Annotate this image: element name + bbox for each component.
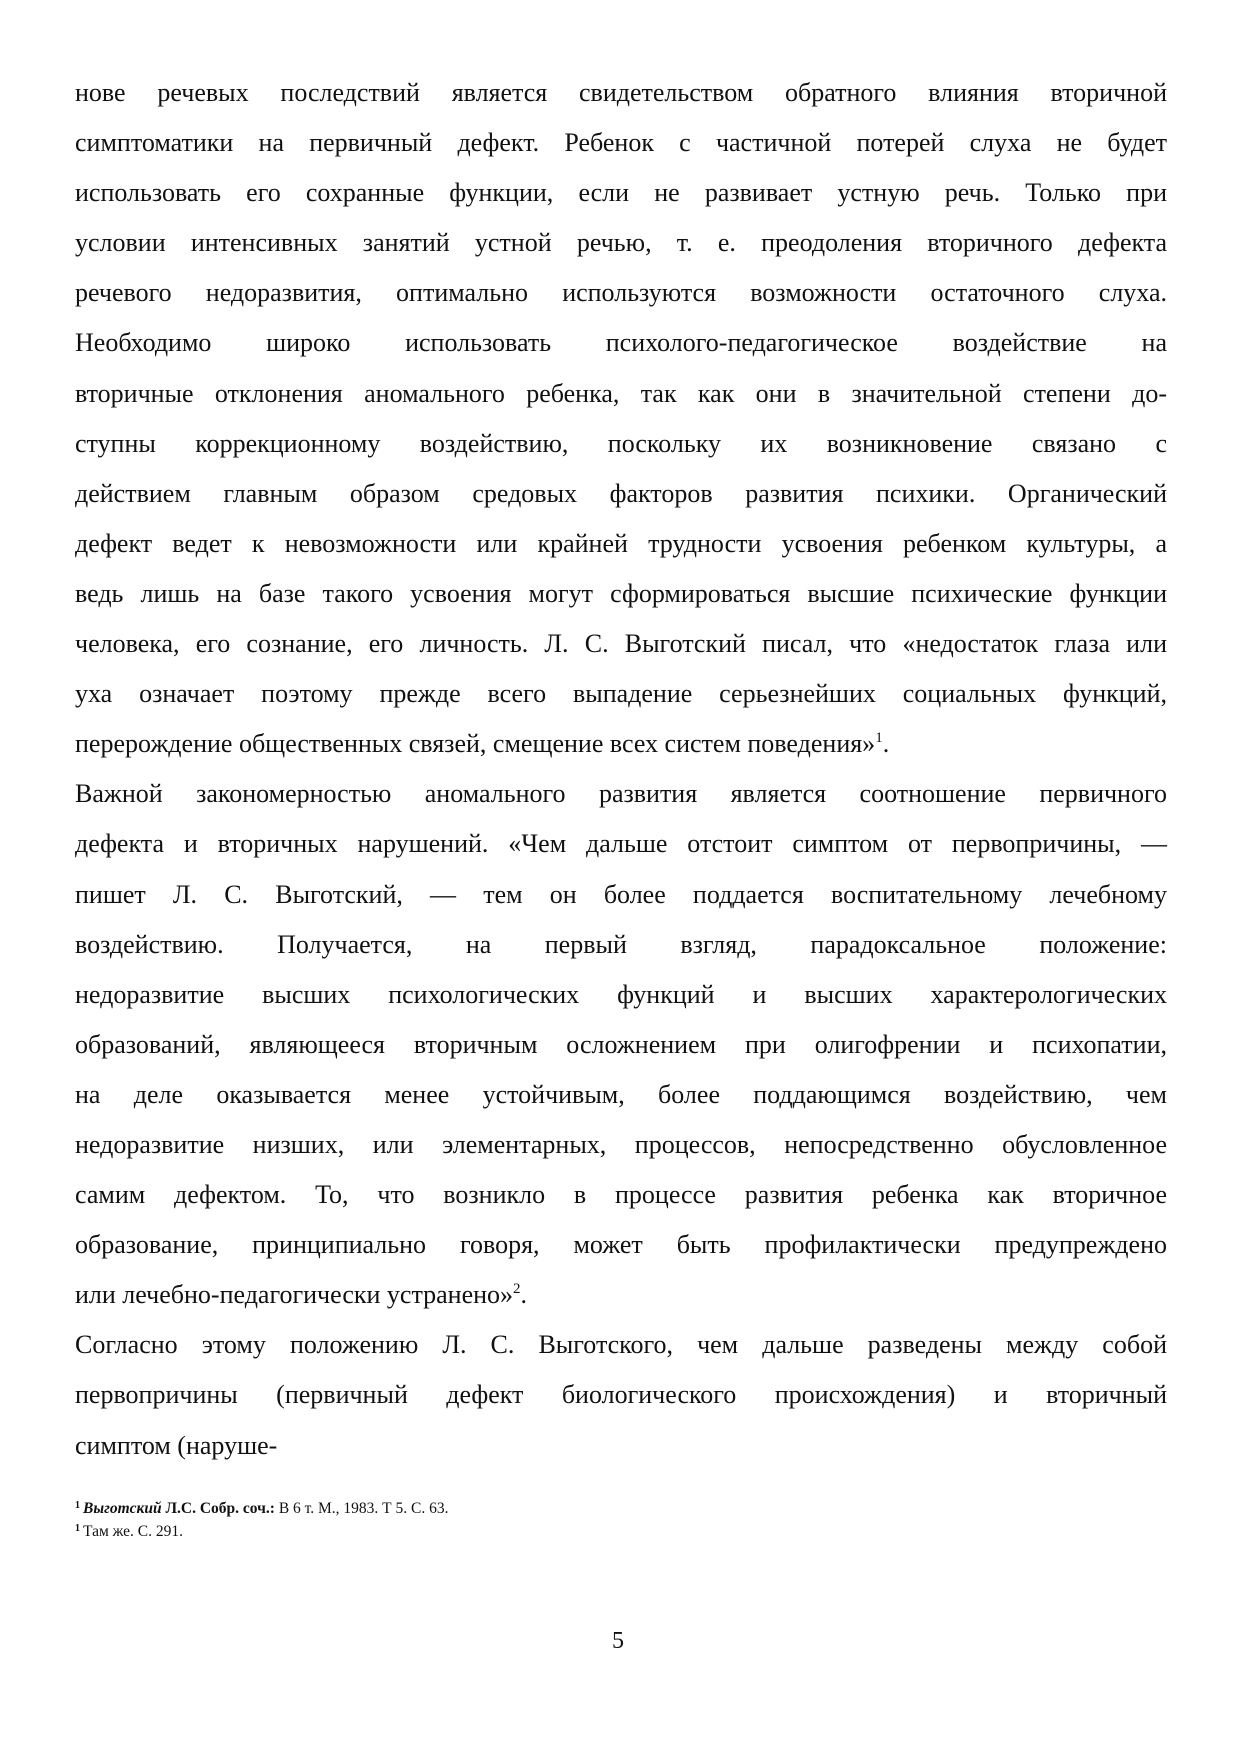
text-line (75, 1220, 1167, 1270)
text-line (75, 218, 1167, 268)
text-line (75, 1270, 1167, 1320)
footnote-reference[interactable]: 1 (875, 730, 883, 747)
footnote-title: Л.С. Собр. соч.: (161, 1500, 275, 1517)
line-text: образование, принципиально говоря, может быть профилактически предупреждено (75, 1230, 1167, 1260)
line-text: Согласно этому положению Л. С. Выготского, чем дальше разведены между собой (75, 1330, 1167, 1360)
line-text: ступны коррекционному воздействию, поскольку их возникновение связано с (75, 428, 1167, 458)
line-text: пишет Л. С. Выготский, — тем он более поддается воспитательному лечебному (75, 879, 1167, 909)
text-line (75, 369, 1167, 419)
text-line (75, 1421, 1167, 1471)
text-line (75, 118, 1167, 168)
line-text: использовать его сохранные функции, если не развивает устную речь. Только при (75, 178, 1167, 208)
line-text: нове речевых последствий является свидетельством обратного влияния вторичной (75, 78, 1167, 107)
line-text: вторичные отклонения аномального ребенка, так как они в значительной степени до- (75, 378, 1167, 408)
footnote-details: Там же. С. 291. (83, 1523, 183, 1540)
text-line (75, 970, 1167, 1020)
text-line (75, 168, 1167, 218)
text-line (75, 719, 1167, 769)
text-line (75, 769, 1167, 819)
line-text: ведь лишь на базе такого усвоения могут сформироваться высшие психические функции (75, 578, 1167, 608)
line-text: дефекта и вторичных нарушений. «Чем дальше отстоит симптом от первопричины, — (75, 829, 1167, 859)
line-punctuation: . (520, 1280, 528, 1310)
line-text: симптоматики на первичный дефект. Ребенок с частичной потерей слуха не будет (75, 128, 1167, 158)
line-text: воздействию. Получается, на первый взгляд, парадоксальное положение: (75, 929, 1167, 959)
footnote-mark: 1 (75, 1500, 80, 1511)
body-text (75, 68, 1167, 1471)
footnote (75, 1519, 975, 1542)
text-line (75, 619, 1167, 669)
text-line (75, 1320, 1167, 1370)
footnotes (75, 1496, 975, 1542)
footnote-author: Выготский (83, 1500, 162, 1517)
text-line (75, 469, 1167, 519)
line-text: первопричины (первичный дефект биологического происхождения) и вторичный (75, 1380, 1167, 1410)
line-text: условии интенсивных занятий устной речью, т. е. преодоления вторичного дефекта (75, 228, 1167, 258)
text-line (75, 68, 1167, 118)
footnote-details: В 6 т. М., 1983. Т 5. С. 63. (274, 1500, 449, 1517)
line-text: или лечебно-педагогически устранено» (75, 1280, 514, 1310)
line-text: образований, являющееся вторичным осложнением при олигофрении и психопатии, (75, 1029, 1167, 1059)
text-line (75, 318, 1167, 368)
text-line (75, 1120, 1167, 1170)
line-text: симптом (наруше- (75, 1430, 278, 1460)
line-text: перерождение общественных связей, смещение всех систем поведения» (75, 729, 876, 759)
text-line (75, 1170, 1167, 1220)
footnote-mark: 1 (75, 1523, 80, 1534)
text-line (75, 819, 1167, 869)
line-text: речевого недоразвития, оптимально используются возможности остаточного слуха. (75, 278, 1167, 308)
text-line (75, 870, 1167, 920)
text-line (75, 1370, 1167, 1420)
text-line (75, 268, 1167, 318)
line-text: Важной закономерностью аномального развития является соотношение первичного (75, 779, 1167, 809)
line-text: Необходимо широко использовать психолого-педагогическое воздействие на (75, 328, 1167, 358)
line-text: человека, его сознание, его личность. Л. С. Выготский писал, что «недостаток глаза или (75, 629, 1167, 659)
text-line (75, 569, 1167, 619)
line-text: недоразвитие низших, или элементарных, процессов, непосредственно обусловленное (75, 1129, 1167, 1159)
line-text: самим дефектом. То, что возникло в процессе развития ребенка как вторичное (75, 1180, 1167, 1210)
text-line (75, 419, 1167, 469)
line-text: уха означает поэтому прежде всего выпадение серьезнейших социальных функций, (75, 679, 1167, 709)
text-line (75, 920, 1167, 970)
text-line (75, 1020, 1167, 1070)
line-text: на деле оказывается менее устойчивым, более поддающимся воздействию, чем (75, 1079, 1167, 1109)
text-line (75, 1070, 1167, 1120)
page-number: 5 (612, 1628, 624, 1654)
footnote (75, 1496, 975, 1519)
footnote-reference[interactable]: 2 (513, 1281, 521, 1298)
line-punctuation: . (882, 729, 890, 759)
text-line (75, 669, 1167, 719)
text-line (75, 519, 1167, 569)
line-text: недоразвитие высших психологических функций и высших характерологических (75, 979, 1167, 1009)
line-text: дефект ведет к невозможности или крайней трудности усвоения ребенком культуры, а (75, 528, 1167, 558)
line-text: действием главным образом средовых факторов развития психики. Органический (75, 478, 1167, 508)
